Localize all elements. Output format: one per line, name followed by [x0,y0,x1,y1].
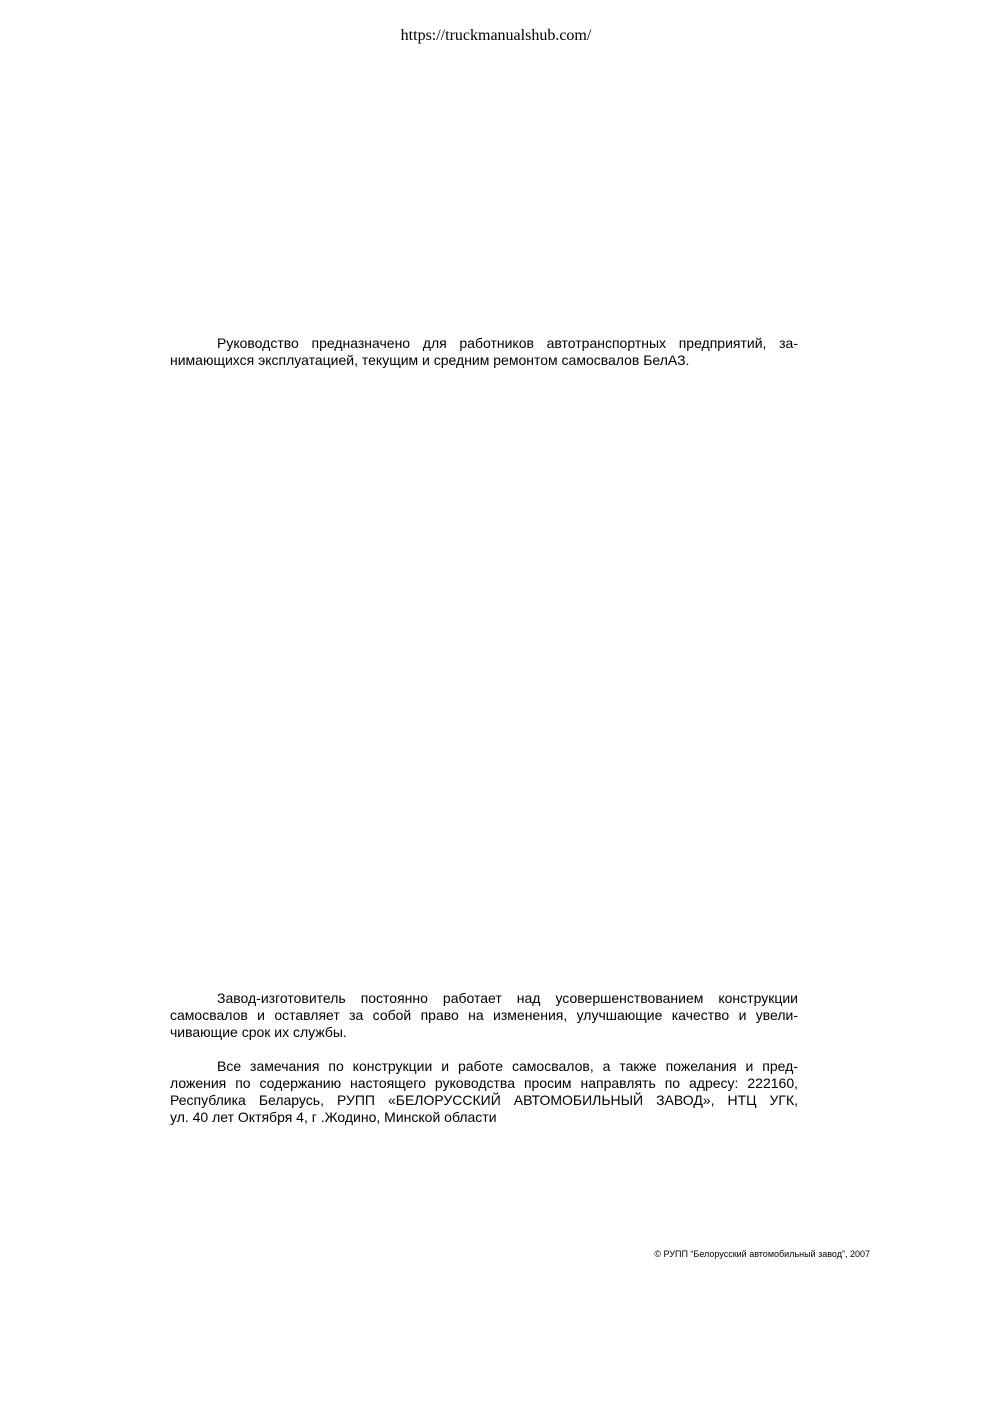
improvements-line: Завод-изготовитель постоянно работает над усовершенствованием конструкции [217,990,798,1006]
intro-paragraph [170,335,798,369]
improvements-line: самосвалов и оставляет за собой право на изменения, улучшающие качество и увели- [170,1007,798,1023]
copyright-notice: © РУПП “Белорусский автомобильный завод”, 2007 [654,1249,870,1259]
address-paragraph [170,1058,798,1126]
improvements-paragraph [170,990,798,1041]
address-line: Республика Беларусь, РУПП «БЕЛОРУССКИЙ АВТОМОБИЛЬНЫЙ ЗАВОД», НТЦ УГК, [170,1092,798,1108]
address-line: ложения по содержанию настоящего руководства просим направлять по адресу: 222160, [170,1075,798,1091]
header-url: https://truckmanualshub.com/ [400,27,592,44]
address-line: Все замечания по конструкции и работе самосвалов, а также пожелания и пред- [217,1058,798,1074]
intro-line: нимающихся эксплуатацией, текущим и средним ремонтом самосвалов БелАЗ. [170,352,690,368]
improvements-line: чивающие срок их службы. [170,1024,347,1040]
address-line: ул. 40 лет Октября 4, г .Жодино, Минской области [170,1109,497,1125]
intro-line: Руководство предназначено для работников автотранспортных предприятий, за- [217,335,798,351]
